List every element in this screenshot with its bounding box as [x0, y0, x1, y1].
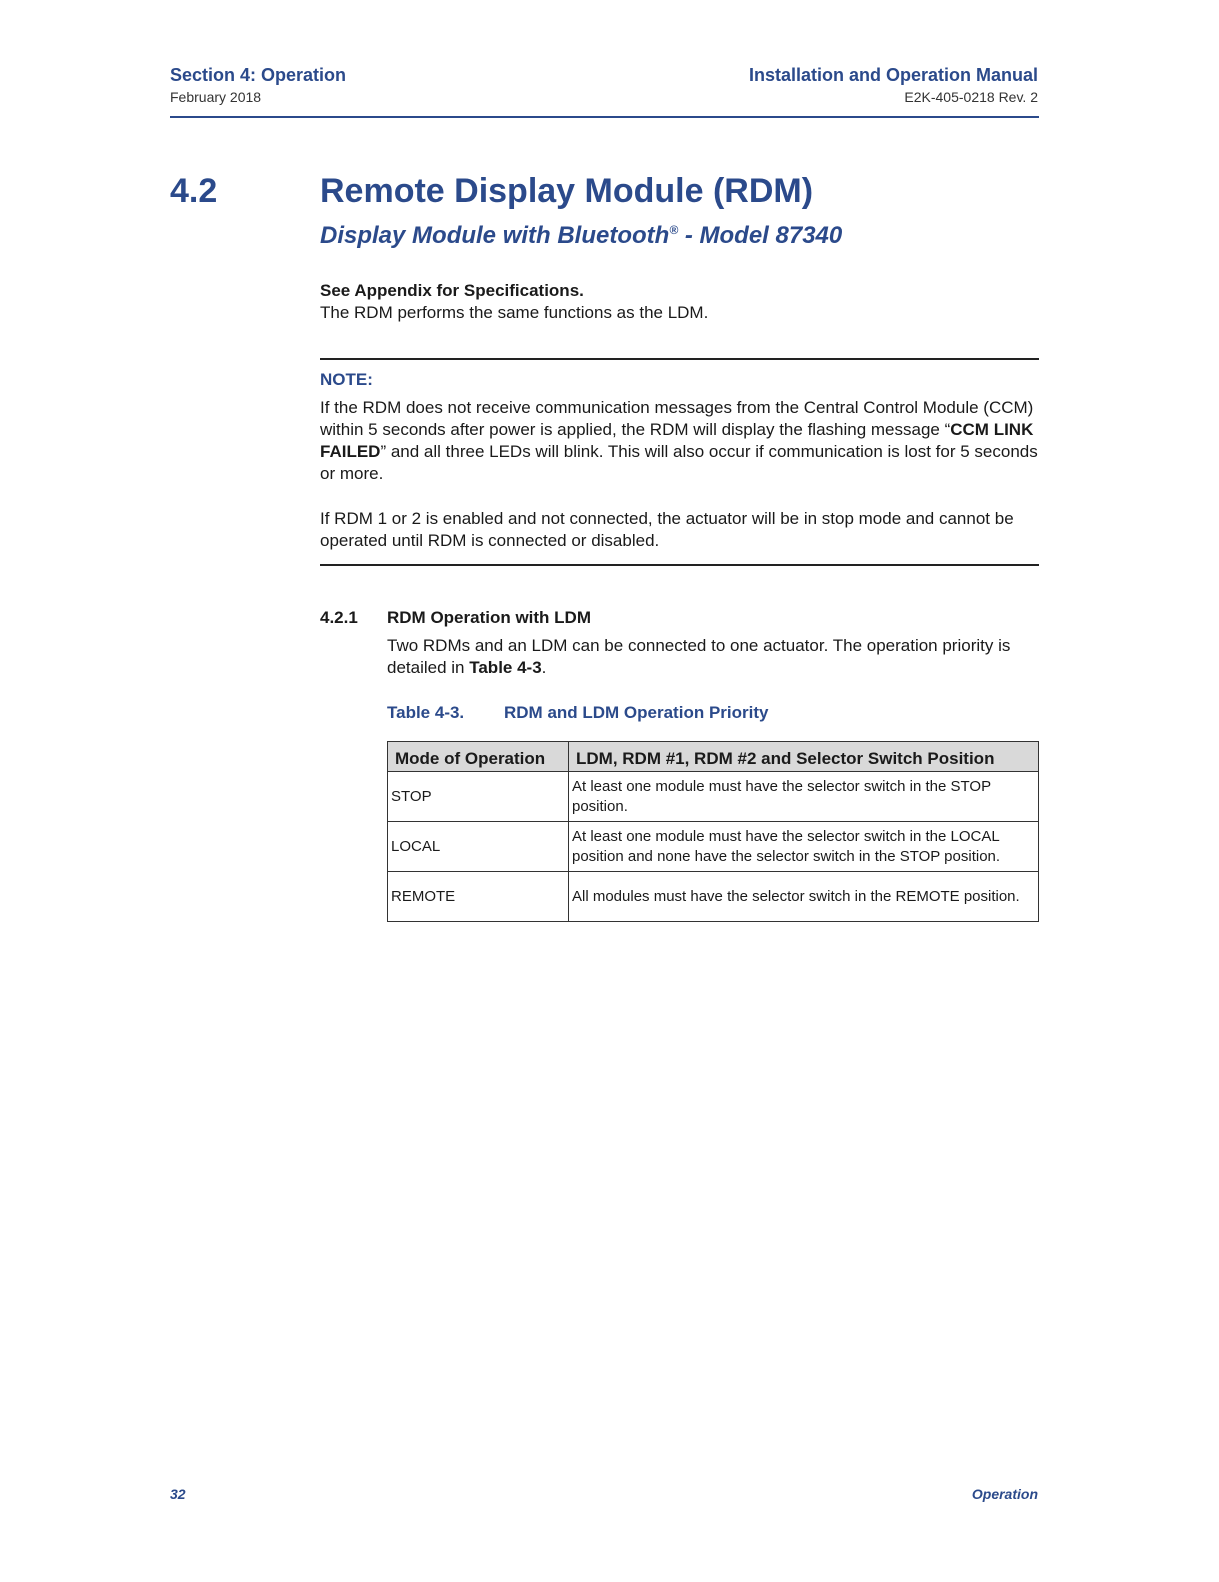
note-paragraph-1 [320, 397, 1040, 485]
note-paragraph-2: If RDM 1 or 2 is enabled and not connected, the actuator will be in stop mode and cannot be operated until RDM is connected or disabled. [320, 509, 1014, 550]
note-p1-text-a: If the RDM does not receive communication messages from the Central Control Module (CCM) within 5 seconds after power is applied, the RDM will display the flashing message “ [320, 398, 1034, 439]
header-divider [170, 116, 1039, 118]
header-section-title: Section 4: Operation [170, 65, 347, 85]
table-cell-mode: LOCAL [388, 822, 569, 872]
subsection-number: 4.2.1 [320, 608, 358, 627]
table-number: Table 4-3. [387, 703, 465, 722]
note-p1-bold: CCM LINK FAILED [320, 420, 1034, 461]
subtitle-rest: - Model 87340 [678, 222, 843, 249]
section-title: Remote Display Module (RDM) [320, 172, 814, 210]
table-title: RDM and LDM Operation Priority [504, 703, 769, 722]
intro-text: The RDM performs the same functions as the LDM. [320, 303, 709, 322]
table-cell-mode: STOP [388, 772, 569, 822]
see-appendix-text: See Appendix for Specifications. [320, 281, 584, 300]
table-row [388, 822, 1039, 872]
table-header-mode: Mode of Operation [388, 742, 569, 772]
note-top-rule [320, 358, 1039, 360]
table-row [388, 872, 1039, 922]
table-cell-description: At least one module must have the selector switch in the LOCAL position and none have the selector switch in the STOP position. [569, 822, 1039, 872]
page-header-right [749, 63, 1038, 107]
subsection-body [387, 635, 1042, 679]
header-manual-title: Installation and Operation Manual [748, 65, 1038, 85]
table-header-position: LDM, RDM #1, RDM #2 and Selector Switch Position [569, 742, 1039, 772]
header-doc-number: E2K-405-0218 Rev. 2 [904, 89, 1038, 105]
page-number: 32 [170, 1486, 186, 1502]
header-date: February 2018 [170, 89, 262, 105]
intro-paragraph [320, 280, 1040, 324]
table-reference-link: Table 4-3 [469, 658, 542, 677]
page-header-left [170, 63, 346, 107]
subsection-text-b: . [541, 658, 547, 677]
note-bottom-rule [320, 564, 1039, 566]
registered-mark: ® [669, 223, 679, 237]
section-subtitle [320, 222, 842, 250]
subtitle-main: Display Module with Bluetooth [320, 222, 670, 249]
section-number: 4.2 [170, 172, 218, 210]
operation-priority-table [387, 741, 1039, 922]
note-p1-text-b: ” and all three LEDs will blink. This will also occur if communication is lost for 5 seconds or more. [320, 442, 1038, 483]
table-row [388, 772, 1039, 822]
table-cell-mode: REMOTE [388, 872, 569, 922]
table-header-row [388, 742, 1039, 772]
table-cell-description: All modules must have the selector switch in the REMOTE position. [569, 872, 1039, 922]
subsection-title: RDM Operation with LDM [387, 608, 591, 627]
note-label: NOTE: [320, 370, 373, 389]
subsection-text-a: Two RDMs and an LDM can be connected to one actuator. The operation priority is detailed in [387, 636, 1011, 677]
footer-section: Operation [971, 1486, 1038, 1502]
table-cell-description: At least one module must have the selector switch in the STOP position. [569, 772, 1039, 822]
